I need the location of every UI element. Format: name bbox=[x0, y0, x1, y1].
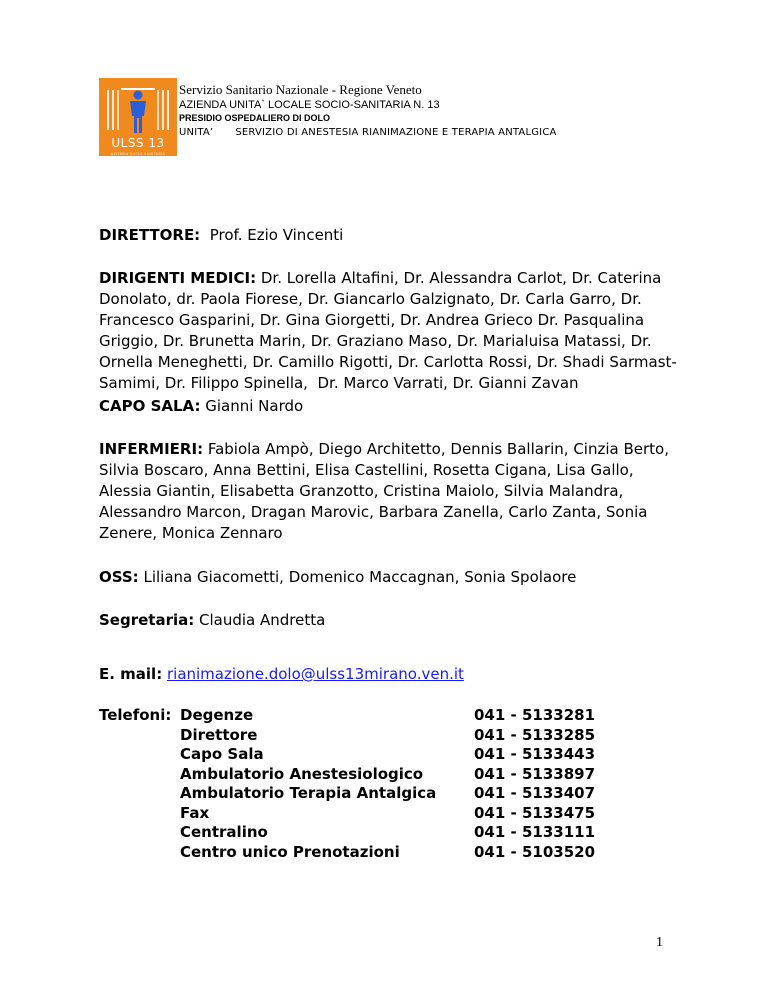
ulss13-logo bbox=[99, 78, 177, 156]
phone-name: Centralino bbox=[180, 823, 268, 841]
phone-name: Ambulatorio Anestesiologico bbox=[180, 764, 424, 783]
dirigenti-section bbox=[99, 268, 679, 394]
segretaria-section bbox=[99, 610, 679, 631]
email-label: E. mail: bbox=[99, 665, 163, 683]
page-number: 1 bbox=[656, 935, 663, 950]
oss-value: Liliana Giacometti, Domenico Maccagnan, Sonia Spolaore bbox=[138, 568, 577, 586]
phone-number: 041 - 5133897 bbox=[474, 764, 596, 783]
direttore-section bbox=[99, 225, 679, 246]
phone-number: 041 - 5133443 bbox=[474, 745, 596, 763]
header-line-4-text: SERVIZIO DI ANESTESIA RIANIMAZIONE E TERAPIA ANTALGICA bbox=[235, 127, 557, 138]
phone-name: Direttore bbox=[180, 725, 258, 744]
letterhead-text bbox=[179, 82, 557, 141]
infermieri-value: Fabiola Ampò, Diego Architetto, Dennis Ballarin, Cinzia Berto, Silvia Boscaro, Anna Bettini, Elisa Castellini, Rosetta Cigana, Lisa Gallo, Alessia Giantin, Elisabetta Granzotto, Cristina Maiolo, Silvia Malandra, Alessandro Marcon, Dragan Marovic, Barbara Zanella, Carlo Zanta, Sonia Zenere, Monica Zennaro bbox=[99, 440, 674, 542]
telefoni-names bbox=[180, 706, 436, 862]
header-line-4-prefix: UNITA’ bbox=[179, 127, 214, 138]
header-line-4 bbox=[179, 125, 557, 141]
phone-number: 041 - 5133281 bbox=[474, 706, 596, 724]
telefoni-label: Telefoni: bbox=[99, 706, 172, 724]
phone-name: Centro unico Prenotazioni bbox=[180, 842, 400, 861]
phone-name: Ambulatorio Terapia Antalgica bbox=[180, 784, 437, 802]
logo-subtext: AZIENDA SOCIO SANITARIA bbox=[110, 152, 166, 156]
phone-number: 041 - 5133285 bbox=[474, 725, 596, 744]
caposala-section bbox=[99, 396, 679, 417]
email-section bbox=[99, 664, 679, 685]
oss-section bbox=[99, 567, 679, 588]
segretaria-value: Claudia Andretta bbox=[194, 611, 326, 629]
dirigenti-label: DIRIGENTI MEDICI: bbox=[99, 269, 257, 287]
direttore-value: Prof. Ezio Vincenti bbox=[200, 226, 344, 244]
infermieri-label: INFERMIERI: bbox=[99, 440, 204, 458]
header-line-3: PRESIDIO OSPEDALIERO DI DOLO bbox=[179, 113, 331, 123]
phone-name: Degenze bbox=[180, 706, 254, 724]
header-line-2: AZIENDA UNITA` LOCALE SOCIO-SANITARIA N. 13 bbox=[179, 99, 440, 111]
phone-number: 041 - 5133111 bbox=[474, 823, 596, 841]
segretaria-label: Segretaria: bbox=[99, 611, 195, 629]
direttore-label: DIRETTORE: bbox=[99, 226, 201, 244]
phone-name: Capo Sala bbox=[180, 745, 264, 763]
infermieri-section bbox=[99, 439, 679, 544]
phone-name: Fax bbox=[180, 803, 210, 822]
dirigenti-value: Dr. Lorella Altafini, Dr. Alessandra Carlot, Dr. Caterina Donolato, dr. Paola Fiorese, Dr. Giancarlo Galzignato, Dr. Carla Garro, Dr. Francesco Gasparini, Dr. Gina Giorgetti, Dr. Andrea Grieco Dr. Pasqualina Griggio, Dr. Brunetta Marin, Dr. Graziano Maso, Dr. Marialuisa Matassi, Dr. Ornella Meneghetti, Dr. Camillo Rigotti, Dr. Carlotta Rossi, Dr. Shadi Sarmast-Samimi, Dr. Filippo Spinella, Dr. Marco Varrati, Dr. Gianni Zavan bbox=[99, 269, 677, 392]
logo-text: ULSS 13 bbox=[111, 136, 165, 150]
phone-number: 041 - 5103520 bbox=[474, 842, 596, 861]
oss-label: OSS: bbox=[99, 568, 139, 586]
telefoni-numbers bbox=[474, 706, 595, 862]
letterhead bbox=[99, 78, 679, 160]
email-link[interactable]: rianimazione.dolo@ulss13mirano.ven.it bbox=[166, 665, 464, 683]
phone-number: 041 - 5133407 bbox=[474, 784, 596, 802]
header-line-1: Servizio Sanitario Nazionale - Regione Veneto bbox=[179, 82, 422, 97]
caposala-value: Gianni Nardo bbox=[200, 397, 304, 415]
caposala-label: CAPO SALA: bbox=[99, 397, 201, 415]
phone-number: 041 - 5133475 bbox=[474, 803, 596, 822]
